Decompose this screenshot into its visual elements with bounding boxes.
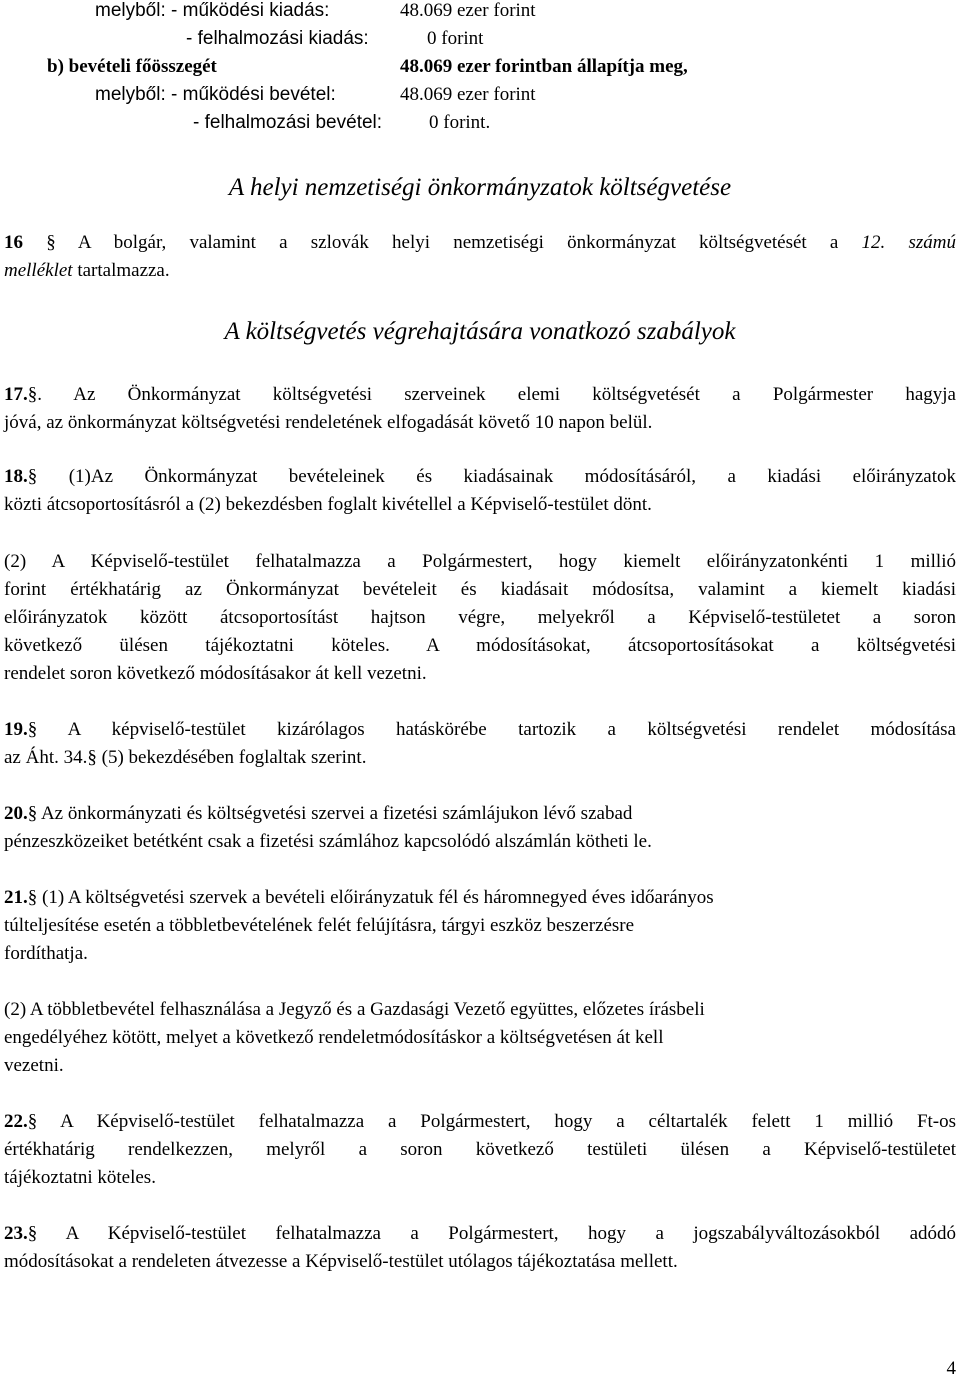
paragraph-text: előirányzatok között átcsoportosítást hajtson végre, melyekről a Képviselő-testületet a soron	[4, 607, 956, 628]
page-number: 4	[946, 1358, 956, 1379]
paragraph-text: módosításokat a rendeleten átvezesse a Képviselő-testület utólagos tájékoztatása mellett.	[4, 1251, 678, 1272]
paragraph-20	[4, 800, 632, 828]
paragraph-21	[4, 884, 714, 912]
section-sign: §	[27, 466, 38, 487]
paragraph-text: A Képviselő-testület felhatalmazza a Polgármestert, hogy a jogszabályváltozásokból adódó	[65, 1223, 957, 1244]
paragraph-text: jóvá, az önkormányzat költségvetési rendeletének elfogadását követő 10 napon belül.	[4, 412, 653, 433]
paragraph-text: forint értékhatárig az Önkormányzat bevételeit és kiadásait módosítsa, valamint a kiemelt kiadási	[4, 579, 956, 600]
paragraph-text: túlteljesítése esetén a többletbevételének felét felújításra, tárgyi eszköz beszerzésre	[4, 915, 635, 936]
summary-value: 0 forint.	[429, 112, 491, 133]
paragraph-text: rendelet soron következő módosításakor át kell vezetni.	[4, 663, 427, 684]
paragraph-text: Az Önkormányzat költségvetési szerveinek elemi költségvetését a Polgármester hagyja	[73, 384, 956, 405]
paragraph-text: tartalmazza.	[77, 260, 170, 281]
paragraph-number: 19.	[4, 719, 28, 740]
paragraph-text: az Áht. 34.	[4, 747, 88, 768]
section-sign: §	[87, 747, 97, 768]
summary-label: melyből: - működési bevétel:	[95, 84, 336, 105]
paragraph-text: A Képviselő-testület felhatalmazza a Polgármestert, hogy a céltartalék felett 1 millió Ft-os	[60, 1111, 957, 1132]
paragraph-number: 20.	[4, 803, 28, 824]
summary-line-1	[95, 0, 329, 25]
annex-reference: 12. számú	[861, 232, 956, 253]
paragraph-19-line-2	[4, 744, 366, 772]
paragraph-number: 23.	[4, 1223, 28, 1244]
summary-value: 0 forint	[427, 28, 484, 49]
paragraph-text: (2) A többletbevétel felhasználása a Jegyző és a Gazdasági Vezető együttes, előzetes írásbeli	[4, 999, 705, 1020]
paragraph-number: 16	[4, 232, 23, 253]
paragraph-text: A képviselő-testület kizárólagos hatáskörébe tartozik a költségvetési rendelet módosítása	[67, 719, 956, 740]
paragraph-number: 18.	[4, 466, 28, 487]
paragraph-16-line-2	[4, 257, 170, 285]
summary-label: b) bevételi főösszegét	[47, 56, 217, 77]
paragraph-number: 17.	[4, 384, 28, 405]
section-sign: §.	[27, 384, 42, 405]
section-heading: A helyi nemzetiségi önkormányzatok költségvetése	[228, 174, 732, 201]
paragraph-text: értékhatárig rendelkezzen, melyről a soron következő testületi ülésen a Képviselő-testületet	[4, 1139, 956, 1160]
section-sign: §	[27, 803, 38, 824]
paragraph-text: vezetni.	[4, 1055, 64, 1076]
paragraph-text: A bolgár, valamint a szlovák helyi nemzetiségi önkormányzat költségvetését a	[77, 232, 839, 253]
paragraph-text: pénzeszközeiket betétként csak a fizetési számlához kapcsolódó alszámlán kötheti le.	[4, 831, 652, 852]
paragraph-text: közti átcsoportosításról a (2) bekezdésben foglalt kivétellel a Képviselő-testület dönt.	[4, 494, 652, 515]
summary-value: 48.069 ezer forint	[400, 0, 536, 21]
paragraph-number: 21.	[4, 887, 28, 908]
summary-label: - felhalmozási kiadás:	[186, 28, 369, 49]
paragraph-text: következő ülésen tájékoztatni köteles. A módosításokat, átcsoportosításokat a költségvetési	[4, 635, 956, 656]
section-sign: §	[27, 887, 38, 908]
section-sign: §	[46, 232, 56, 253]
summary-value: 48.069 ezer forintban állapítja meg,	[400, 56, 688, 77]
paragraph-number: 22.	[4, 1111, 28, 1132]
summary-value: 48.069 ezer forint	[400, 84, 536, 105]
paragraph-text: (1) A költségvetési szervek a bevételi előirányzatuk fél és háromnegyed éves időarányos	[42, 887, 714, 908]
summary-label: - felhalmozási bevétel:	[193, 112, 383, 133]
annex-reference: melléklet	[4, 260, 73, 281]
section-sign: §	[27, 1111, 38, 1132]
paragraph-text: (5) bekezdésében foglaltak szerint.	[101, 747, 367, 768]
paragraph-text: Az önkormányzati és költségvetési szervei a fizetési számlájukon lévő szabad	[40, 803, 633, 824]
paragraph-text: (2) A Képviselő-testület felhatalmazza a Polgármestert, hogy kiemelt előirányzatonkénti 1 millió	[4, 551, 956, 572]
paragraph-text: (1)Az Önkormányzat bevételeinek és kiadásainak módosításáról, a kiadási előirányzatok	[68, 466, 956, 487]
section-sign: §	[27, 1223, 38, 1244]
section-heading: A költségvetés végrehajtására vonatkozó szabályok	[224, 318, 736, 345]
section-sign: §	[27, 719, 38, 740]
paragraph-text: fordíthatja.	[4, 943, 88, 964]
paragraph-text: tájékoztatni köteles.	[4, 1167, 156, 1188]
paragraph-text: engedélyéhez kötött, melyet a következő rendeletmódosításkor a költségvetésen át kell	[4, 1027, 664, 1048]
summary-label: melyből: - működési kiadás:	[95, 0, 330, 21]
